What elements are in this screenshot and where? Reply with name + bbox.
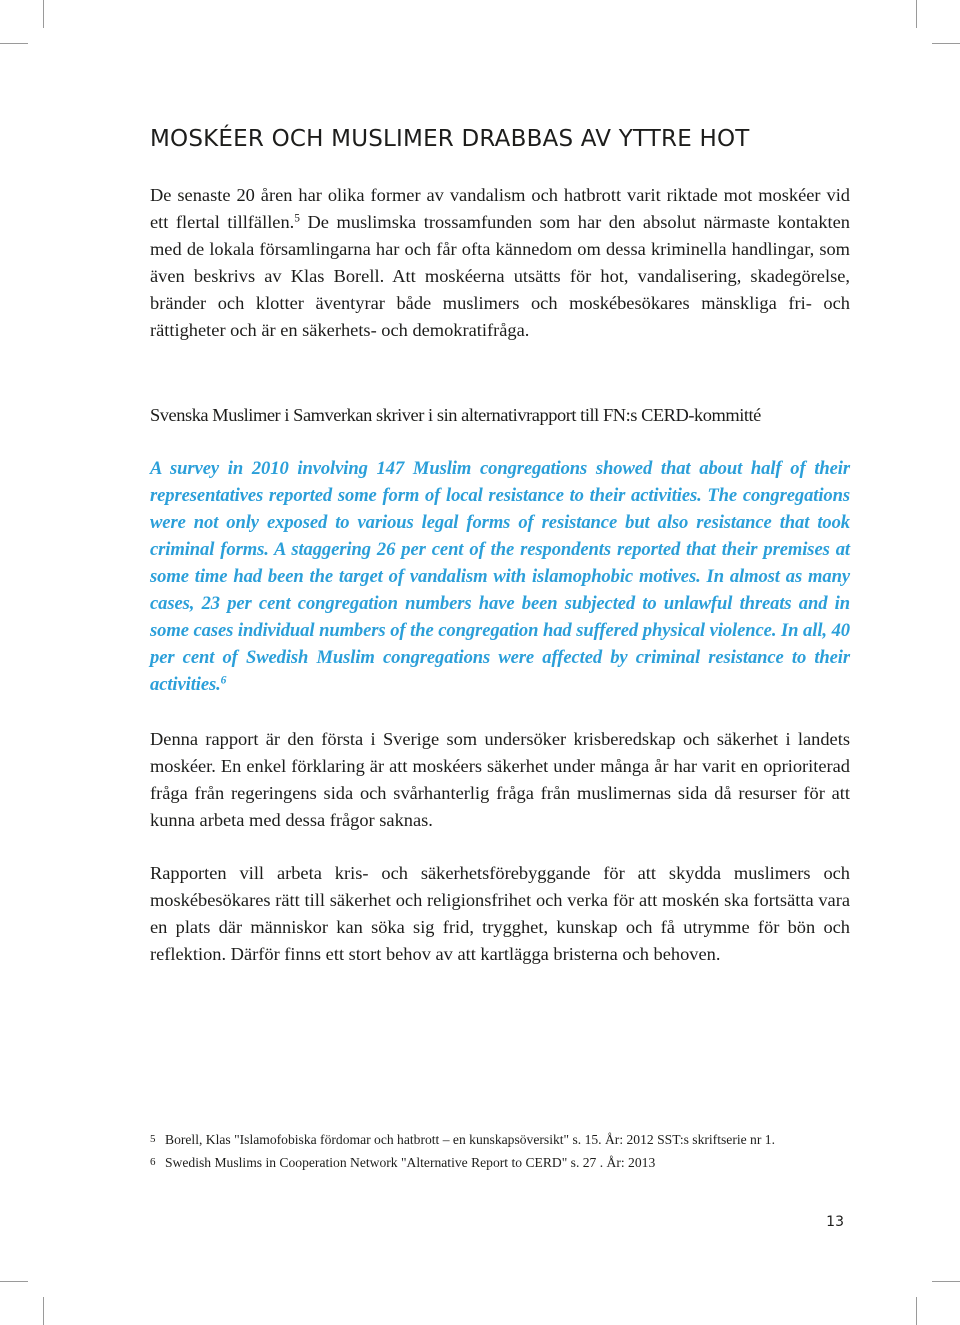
footnote-text: Swedish Muslims in Cooperation Network "Alternative Report to CERD" s. 27 . År: 2013 [165, 1155, 656, 1170]
intro-text-end: De muslimska trossamfunden som har den absolut närmaste kontakten med de lokala församlingarna har och får ofta kännedom om dessa kriminella handlingar, som även beskrivs av Klas Borell. Att moskéerna utsätts för hot, vandalisering, skadegörelse, bränder och klotter äventyrar både muslimers och moskébesökares mänskliga fri- och rättigheter och är en säkerhets- och demokratifråga. [150, 212, 850, 340]
crop-mark-bottom-right [916, 1297, 917, 1325]
footnote-ref-6[interactable]: 6 [220, 674, 227, 687]
footnote-ref-5[interactable]: 5 [294, 212, 300, 225]
crop-mark-top-left-h [0, 43, 28, 44]
footnote-number: 5 [150, 1133, 156, 1145]
intro-text-start: De senaste 20 åren har olika former av vandalism och hatbrott varit riktade mot moskéer vid ett flertal tillfällen. [150, 185, 850, 232]
section-heading: MOSKÉER OCH MUSLIMER DRABBAS AV YTTRE HOT [150, 126, 750, 152]
report-intro-paragraph: Denna rapport är den första i Sverige som undersöker krisberedskap och säkerhet i landets moskéer. En enkel förklaring är att moskéers säkerhet under många år har varit en oprioriterad fråga från regeringens sida och svårhanterlig fråga från muslimernas sida då resurser för att kunna arbeta med dessa frågor saknas. [150, 729, 850, 830]
crop-mark-top-right [916, 0, 917, 28]
block-quote [150, 455, 850, 698]
intro-paragraph [150, 182, 850, 344]
footnote-text: Borell, Klas "Islamofobiska fördomar och hatbrott – en kunskapsöversikt" s. 15. År: 2012 SST:s skriftserie nr 1. [165, 1132, 775, 1147]
page-number: 13 [826, 1214, 844, 1230]
crop-mark-bottom-left [43, 1297, 44, 1325]
crop-mark-top-right-h [932, 43, 960, 44]
crop-mark-top-left [43, 0, 44, 28]
footnote-item [150, 1151, 870, 1174]
citation-intro-paragraph: Svenska Muslimer i Samverkan skriver i sin alternativrapport till FN:s CERD-kommitté [150, 405, 761, 425]
quote-text: A survey in 2010 involving 147 Muslim congregations showed that about half of their representatives reported some form of local resistance to their activities. The congregations were not only exposed to various legal forms of resistance but also resistance that took criminal forms. A staggering 26 per cent of the respondents reported that their premises at some time had been the target of vandalism with islamophobic motives. In almost as many cases, 23 per cent congregation numbers have been subjected to unlawful threats and in some cases individual numbers of the congregation had suffered physical violence. In all, 40 per cent of Swedish Muslim congregations were affected by criminal resistance to their activities. [150, 458, 850, 695]
footnotes [150, 1128, 870, 1174]
crop-mark-bottom-left-h [0, 1281, 28, 1282]
report-purpose-paragraph: Rapporten vill arbeta kris- och säkerhetsförebyggande för att skydda muslimers och moskébesökares rätt till säkerhet och religionsfrihet och verka för att moskén ska fortsätta vara en plats där människor kan söka sig frid, trygghet, kunskap och få utrymme för bön och reflektion. Därför finns ett stort behov av att kartlägga bristerna och behoven. [150, 863, 850, 964]
footnote-number: 6 [150, 1156, 156, 1168]
crop-mark-bottom-right-h [932, 1281, 960, 1282]
footnote-item [150, 1128, 870, 1151]
